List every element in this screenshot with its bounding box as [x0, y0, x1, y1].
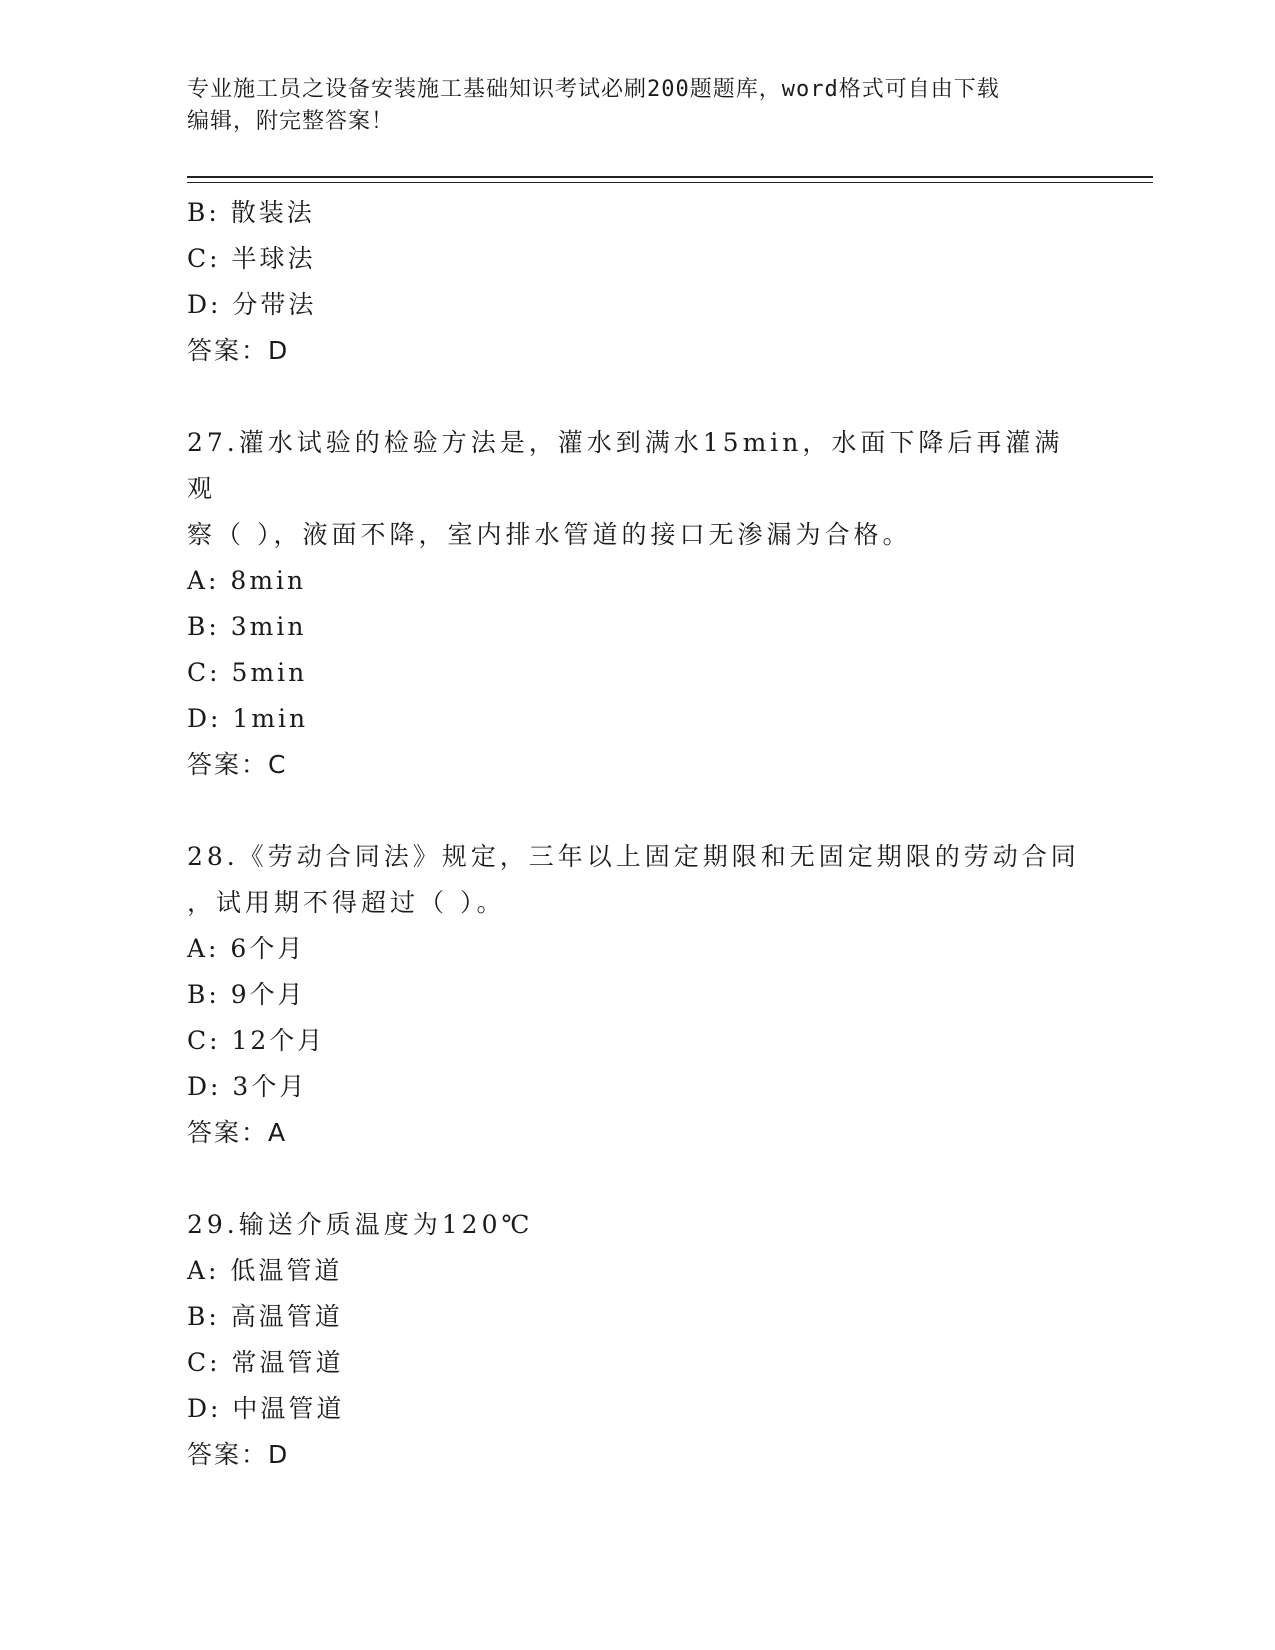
question-text: 29.输送介质温度为120℃	[187, 1210, 534, 1239]
question-text-cont: ，试用期不得超过（ ）。	[187, 888, 506, 917]
answer-line: 答案：D	[187, 336, 290, 365]
option-a: A: 8min	[187, 566, 307, 595]
header-rule-thick	[187, 176, 1153, 178]
option-b: B: 3min	[187, 612, 307, 641]
option-c: C: 常温管道	[187, 1348, 344, 1377]
question-text-cont: 察（ ），液面不降，室内排水管道的接口无渗漏为合格。	[187, 520, 912, 549]
header-line-1: 专业施工员之设备安装施工基础知识考试必刷200题题库，word格式可自由下载	[187, 77, 1000, 102]
option-d: D: 中温管道	[187, 1394, 345, 1423]
spacer	[187, 788, 1087, 834]
option-c: C: 半球法	[187, 244, 316, 273]
spacer	[187, 1156, 1087, 1202]
answer-line: 答案：C	[187, 750, 288, 779]
header-rule-thin	[187, 182, 1153, 183]
option-d: D: 1min	[187, 704, 309, 733]
question-text: 28.《劳动合同法》规定，三年以上固定期限和无固定期限的劳动合同	[187, 842, 1080, 871]
option-a: A: 低温管道	[187, 1256, 343, 1285]
option-a: A: 6个月	[187, 934, 306, 963]
option-b: B: 9个月	[187, 980, 306, 1009]
answer-line: 答案：D	[187, 1440, 290, 1469]
option-b: B: 高温管道	[187, 1302, 343, 1331]
option-c: C: 5min	[187, 658, 308, 687]
question-text: 27.灌水试验的检验方法是，灌水到满水15min，水面下降后再灌满观	[187, 428, 1064, 503]
option-b: B: 散装法	[187, 198, 315, 227]
option-d: D: 分带法	[187, 290, 317, 319]
spacer	[187, 374, 1087, 420]
header-line-2: 编辑，附完整答案！	[187, 109, 395, 134]
option-d: D: 3个月	[187, 1072, 308, 1101]
answer-line: 答案：A	[187, 1118, 288, 1147]
question-list	[187, 190, 1087, 1478]
option-c: C: 12个月	[187, 1026, 326, 1055]
document-header	[187, 74, 1087, 138]
